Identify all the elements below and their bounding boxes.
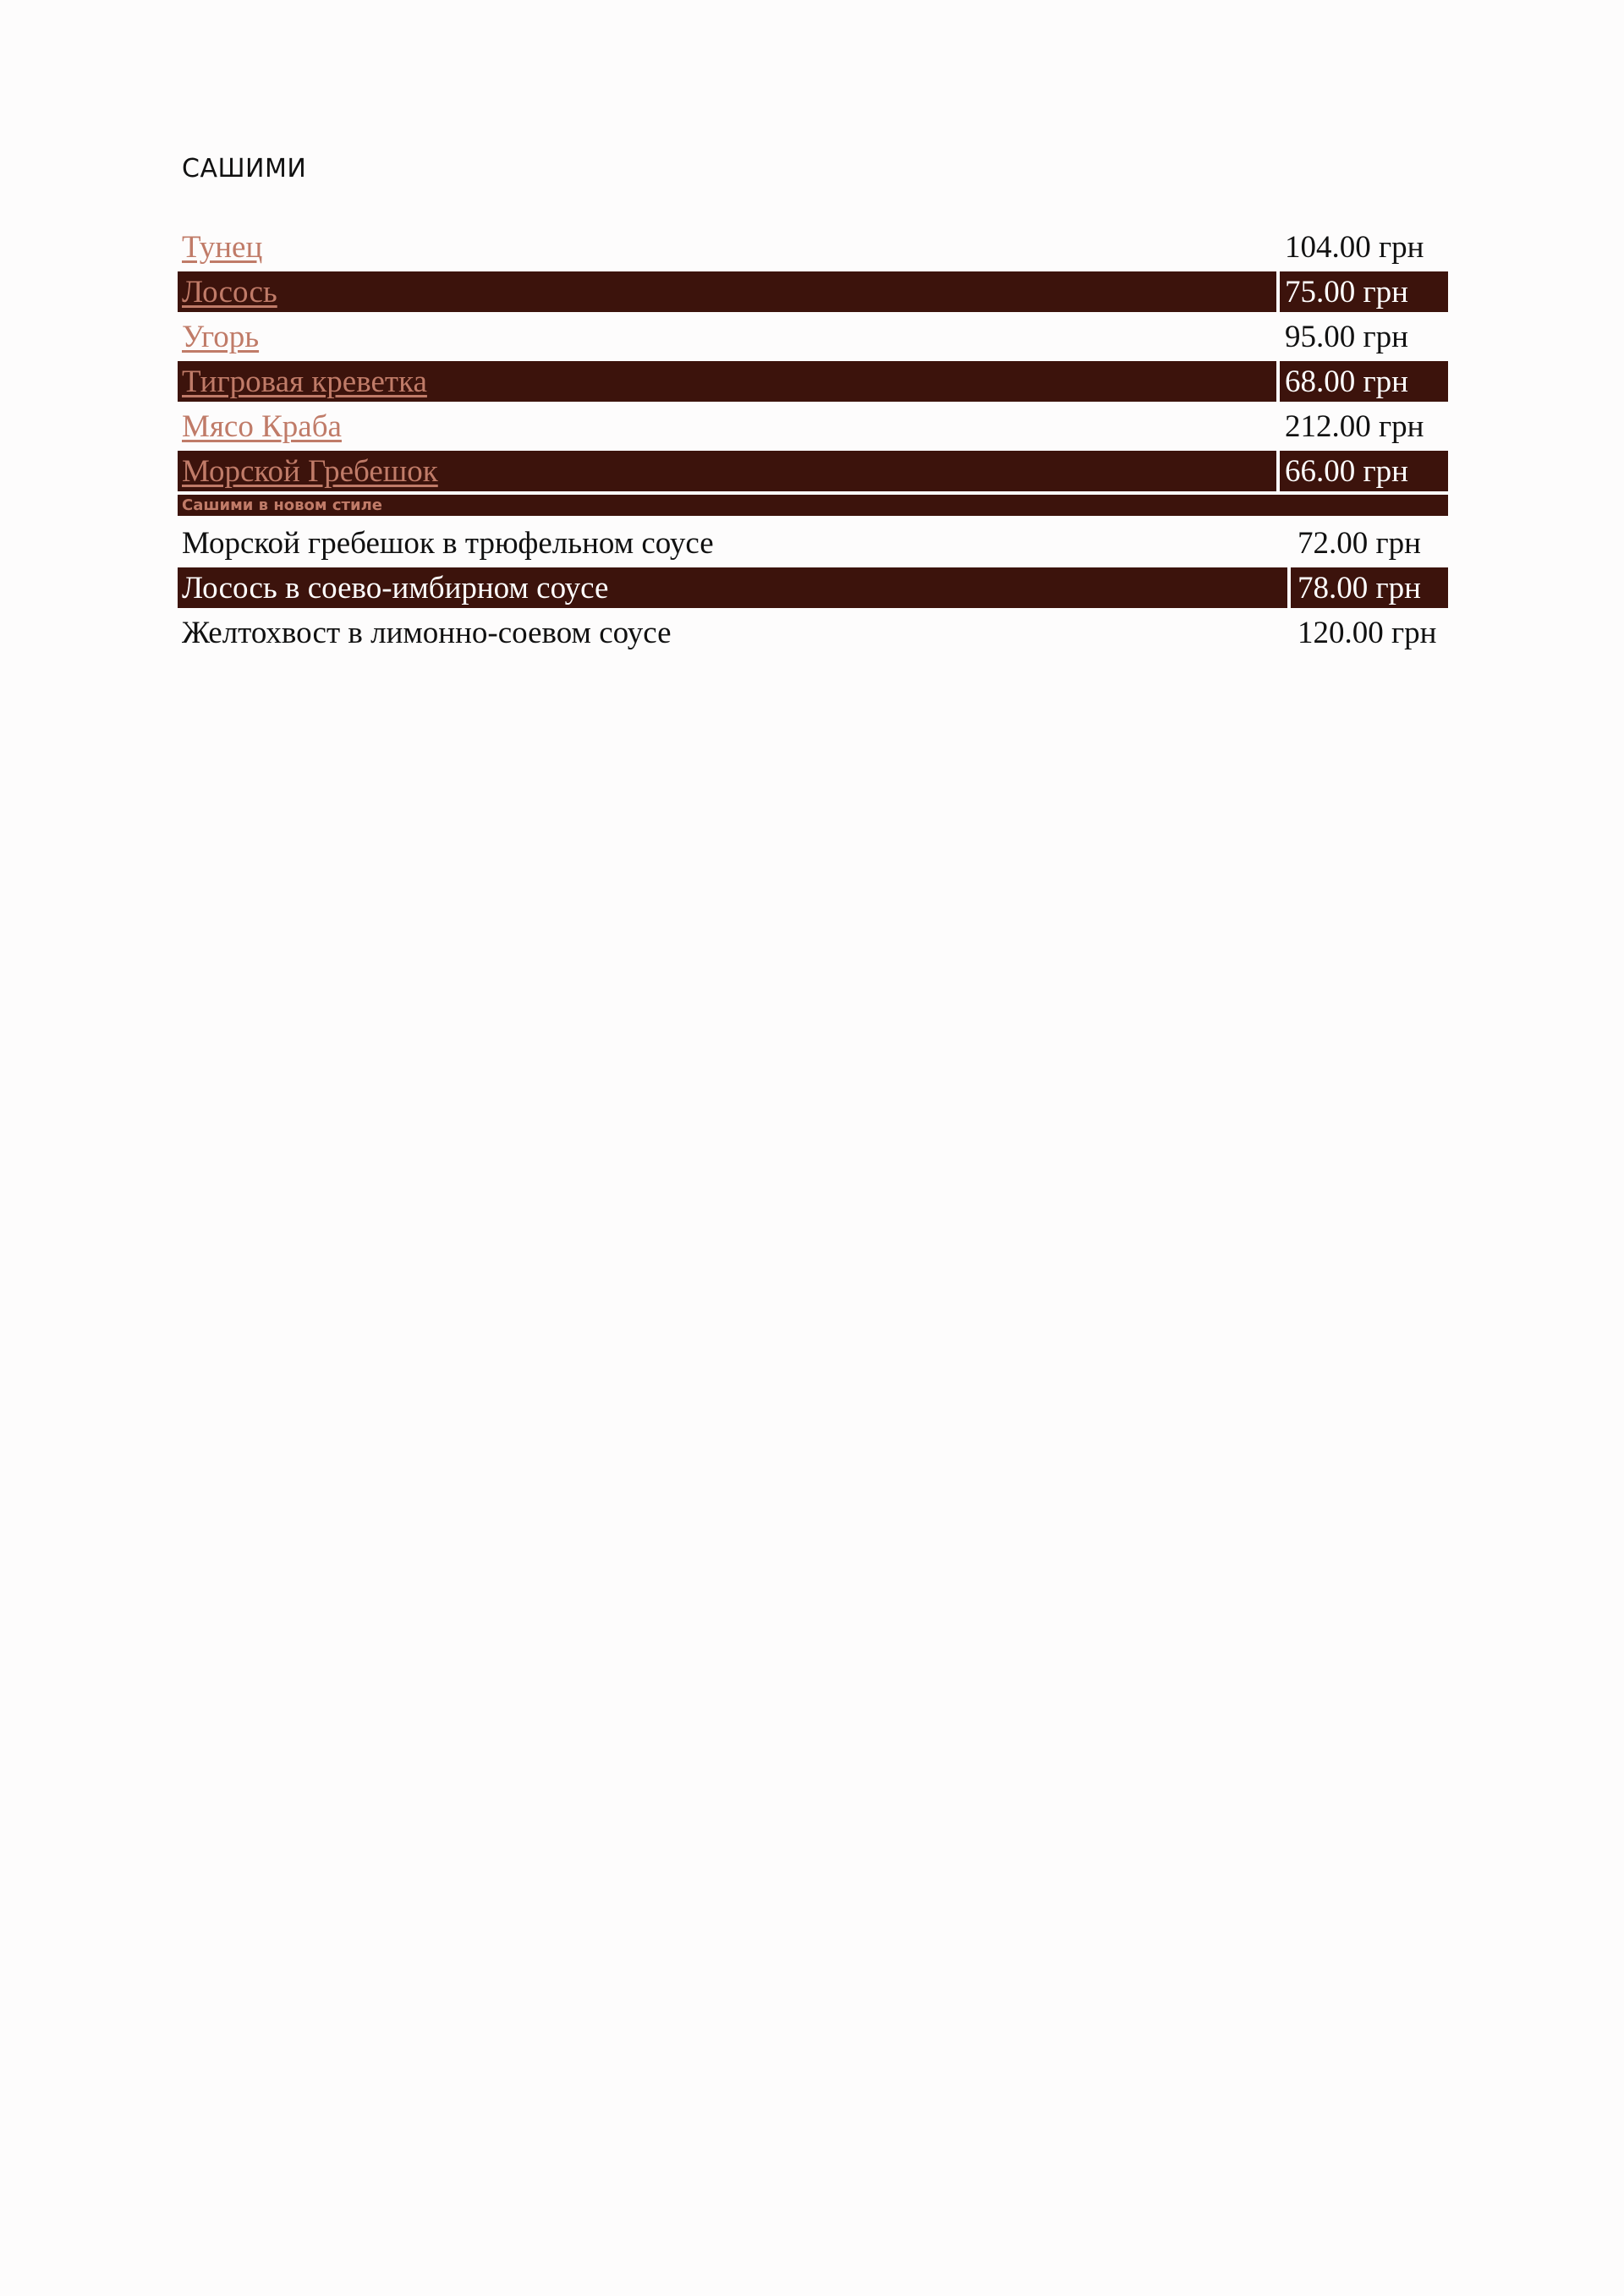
menu-item-link[interactable]: Угорь bbox=[182, 319, 260, 354]
menu-row bbox=[178, 523, 1448, 563]
menu-item-price: 68.00 грн bbox=[1280, 361, 1448, 402]
page-title: САШИМИ bbox=[182, 154, 307, 184]
menu-row bbox=[178, 361, 1448, 402]
menu-item-link[interactable]: Лосось bbox=[178, 271, 1276, 312]
menu-row bbox=[178, 612, 1448, 653]
menu-item-link[interactable]: Морской Гребешок bbox=[178, 451, 1276, 491]
menu-item-price: 72.00 грн bbox=[1298, 525, 1421, 561]
menu-item-price: 78.00 грн bbox=[1291, 567, 1448, 608]
menu-item-name: Желтохвост в лимонно-соевом соусе bbox=[182, 615, 672, 650]
menu-item-price: 212.00 грн bbox=[1285, 408, 1424, 444]
section-header bbox=[178, 495, 1448, 516]
menu-item-name: Морской гребешок в трюфельном соусе bbox=[182, 525, 714, 561]
menu-item-link[interactable]: Тунец bbox=[182, 229, 263, 265]
menu-row bbox=[178, 406, 1448, 447]
menu-row bbox=[178, 227, 1448, 267]
menu-row bbox=[178, 271, 1448, 312]
menu-row bbox=[178, 451, 1448, 491]
section-title: Сашими в новом стиле bbox=[182, 496, 382, 514]
menu-item-price: 66.00 грн bbox=[1280, 451, 1448, 491]
menu-item-price: 75.00 грн bbox=[1280, 271, 1448, 312]
menu-item-price: 120.00 грн bbox=[1298, 615, 1437, 650]
menu-table bbox=[178, 227, 1448, 657]
menu-item-price: 95.00 грн bbox=[1285, 319, 1408, 354]
menu-row bbox=[178, 316, 1448, 357]
menu-item-link[interactable]: Тигровая креветка bbox=[178, 361, 1276, 402]
menu-item-name: Лосось в соево-имбирном соусе bbox=[178, 567, 1287, 608]
menu-item-price: 104.00 грн bbox=[1285, 229, 1424, 265]
menu-item-link[interactable]: Мясо Краба bbox=[182, 408, 342, 444]
menu-row bbox=[178, 567, 1448, 608]
